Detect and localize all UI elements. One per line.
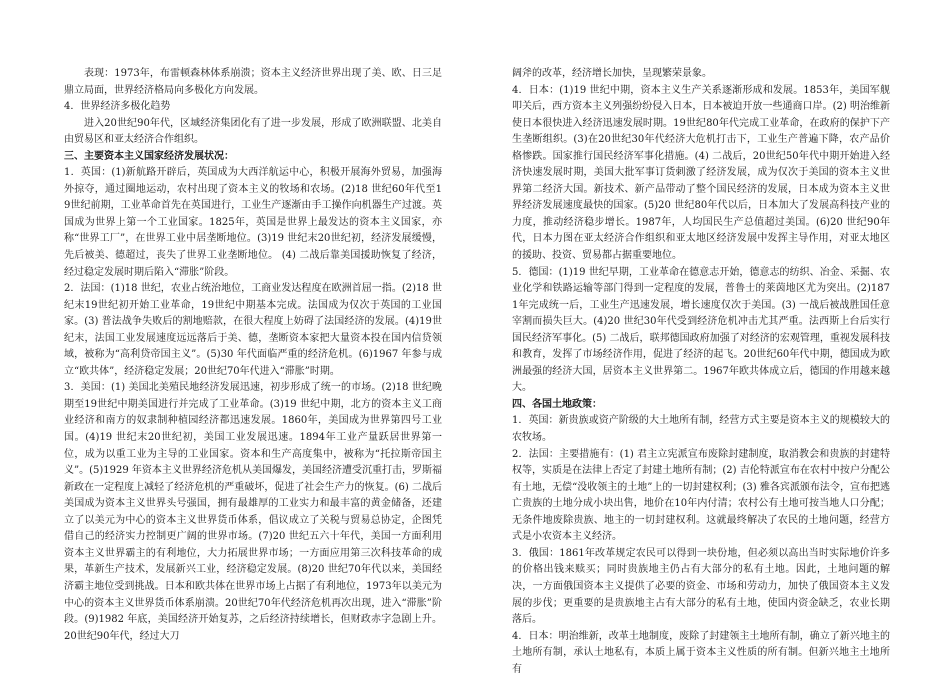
paragraph-france: 2．法国：(1)18 世纪，农业占统治地位，工商业发达程度在欧洲首屈一指。(2)18 世纪末19世纪初开始工业革命，19世纪中期基本完成。法国成为仅次于英国的工业国家。(3) 普法战争失败后的割地赔款，在很大程度上妨碍了法国经济的发展。(4)19世纪末，法国工业发展速度远远落后于美、德，垄断资本家把大量资本投在国内信贷领域，被称为“高利贷帝国主义”。(5)30 年代面临严重的经济危机。(6)1967 年参与成立“欧共体”，经济稳定发展；20世纪70年代进入“滞胀”时期。 bbox=[64, 283, 442, 377]
paragraph-germany: 5．德国：(1)19 世纪早期，工业革命在德意志开始，德意志的纺织、冶金、采掘、农业化学和铁路运输等部门得到一定程度的发展，普鲁士的莱茵地区尤为突出。(2)1871年完成统一后，工业生产迅速发展，增长速度仅次于美国。(3) 一战后被战胜国任意宰割而损失巨大。(4)20 世纪30年代受到经济危机冲击尤其严重。法西斯上台后实行国民经济军事化。(5) 二战后，联邦德国政府加强了对经济的宏观管理，重视发展科技和教育，发挥了市场经济作用，促进了经济的起飞。20世纪60年代中期，德国成为欧洲最强的经济大国，居资本主义世界第二。1967年欧共体成立后，德国的作用越来越大。 bbox=[512, 266, 890, 394]
paragraph-land-britain: 1．英国：新贵族或资产阶级的大土地所有制，经营方式主要是资本主义的规模较大的农牧场。 bbox=[512, 415, 890, 444]
paragraph-usa: 3．美国：(1) 美国北美殖民地经济发展迅速，初步形成了统一的市场。(2)18 世纪晚期至19世纪中期美国进行并完成了工业革命。(3)19 世纪中期，北方的资本主义工商业经济和南方的奴隶制种植园经济都迅速发展。1860年，美国成为世界第四号工业国。(4)19 世纪末20世纪初，美国工业发展迅速。1894年工业产量跃居世界第一位，成为以重工业为主导的工业国家。资本和生产高度集中，被称为“托拉斯帝国主义”。(5)1929 年资本主义世界经济危机从美国爆发，美国经济遭受沉重打击，罗斯福新政在一定程度上减轻了经济危机的严重破坏，促进了社会生产力的恢复。(6) 二战后美国成为资本主义世界头号强国，拥有最雄厚的工业实力和最丰富的黄金储备，还建立了以美元为中心的资本主义世界货币体系，倡议成立了关税与贸易总协定，企图凭借自己的经济实力控制更广阔的世界市场。(7)20 世纪五六十年代，美国一方面利用资本主义世界霸主的有利地位，大力拓展世界市场；一方面应用第三次科技革命的成果，革新生产技术，发展新兴工业，经济稳定发展。(8)20 世纪70年代以来，美国经济霸主地位受到挑战。日本和欧共体在世界市场上占据了有利地位，1973年以美元为中心的资本主义世界货币体系崩溃。20世纪70年代经济危机再次出现，进入“滞胀”阶段。(9)1982 年底，美国经济开始复苏，之后经济持续增长，但财政赤字急剧上升。20世纪90年代，经过大刀 bbox=[64, 382, 442, 642]
paragraph: 进入20世纪90年代，区域经济集团化有了进一步发展，形成了欧洲联盟、北美自由贸易区和亚太经济合作组织。 bbox=[64, 117, 442, 146]
paragraph-land-france: 2．法国：主要措施有：(1) 君主立宪派宣布废除封建制度，取消教会和贵族的封建特权等，实质是在法律上否定了封建土地所有制；(2) 吉伦特派宣布在农村中按户分配公有土地，无偿“没收领主的土地”上的一切封建权利；(3) 雅各宾派颁布法令，宣布把逃亡贵族的土地分成小块出售，地价在10年内付清；农村公有土地可按当地人口分配；无条件地废除贵族、地主的一切封建权利。这就最终解决了农民的土地问题，经营方式是小农资本主义经济。 bbox=[512, 448, 890, 543]
paragraph-britain: 1．英国：(1)新航路开辟后，英国成为大西洋航运中心，积极开展海外贸易，加强海外掠夺，通过圈地运动，农村出现了资本主义的牧场和农场。(2)18 世纪60年代至1 9世纪前期，工业革命首先在英国进行，工业生产逐渐由手工操作向机器生产过渡。英国成为世界上第一个工业国家。1825年，英国是世界上最发达的资本主义国家，亦称“世界工厂”，在世界工业中居垄断地位。(3)19 世纪末20世纪初，经济发展缓慢，先后被美、德超过，丧失了世界工业垄断地位。 (4) 二战后靠美国援助恢复了经济，经过稳定发展时期后陷入“滞胀”阶段。 bbox=[64, 167, 442, 278]
left-column bbox=[64, 66, 442, 645]
paragraph-land-japan: 4．日本：明治维新，改革土地制度，废除了封建领主土地所有制，确立了新兴地主的土地所有制，承认土地私有，本质上属于资本主义性质的所有制。但新兴地主土地所有 bbox=[512, 630, 890, 675]
section-heading: 四、各国土地政策： bbox=[512, 398, 602, 410]
paragraph-japan: 4．日本：(1)19 世纪中期，资本主义生产关系逐渐形成和发展。1853年，美国军舰叩关后，西方资本主义列强纷纷侵入日本，日本被迫开放一些通商口岸。(2) 明治维新使日本很快进入经济迅速发展时期。19世纪80年代完成工业革命，在政府的保护下产生垄断组织。(3)在20世纪30年代经济大危机打击下，工业生产普遍下降，农产品价格惨跌。国家推行国民经济军事化措施。(4) 二战后，20世纪50年代中期开始进入经济快速发展时期，美国大批军事订货刺激了经济发展，成为仅次于美国的资本主义世界第二经济大国。新技术、新产品带动了整个国民经济的发展，日本成为资本主义世界经济发展速度最快的国家。(5)20 世纪80年代以后，日本加大了发展高科技产业的力度，推动经济稳步增长。1987年，人均国民生产总值超过美国。(6)20 世纪90年代，日本力图在亚太经济合作组织和亚太地区经济发展中发挥主导作用，对亚太地区的援助、投资、贸易都占据重要地位。 bbox=[512, 84, 890, 262]
section-item: 4．世界经济多极化趋势 bbox=[64, 101, 171, 113]
paragraph: 表现：1973年，布雷顿森林体系崩溃；资本主义经济世界出现了美、欧、日三足鼎立局面，世界经济格局向多极化方向发展。 bbox=[64, 68, 442, 96]
section-heading: 三、主要资本主义国家经济发展状况： bbox=[64, 150, 234, 162]
paragraph-continued: 阔斧的改革，经济增长加快，呈现繁荣景象。 bbox=[512, 68, 712, 79]
paragraph-land-russia: 3．俄国：1861年改革规定农民可以得到一块份地，但必须以高出当时实际地价许多的价格出钱来赎买；同时贵族地主仍占有大部分的私有土地。因此，土地问题的解决，一方面俄国资本主义提供了必要的资金、市场和劳动力，加快了俄国资本主义发展的步伐；更重要的是贵族地主占有大部分的私有土地，使国内资金缺乏，农业长期落后。 bbox=[512, 547, 890, 626]
right-column bbox=[512, 66, 890, 678]
